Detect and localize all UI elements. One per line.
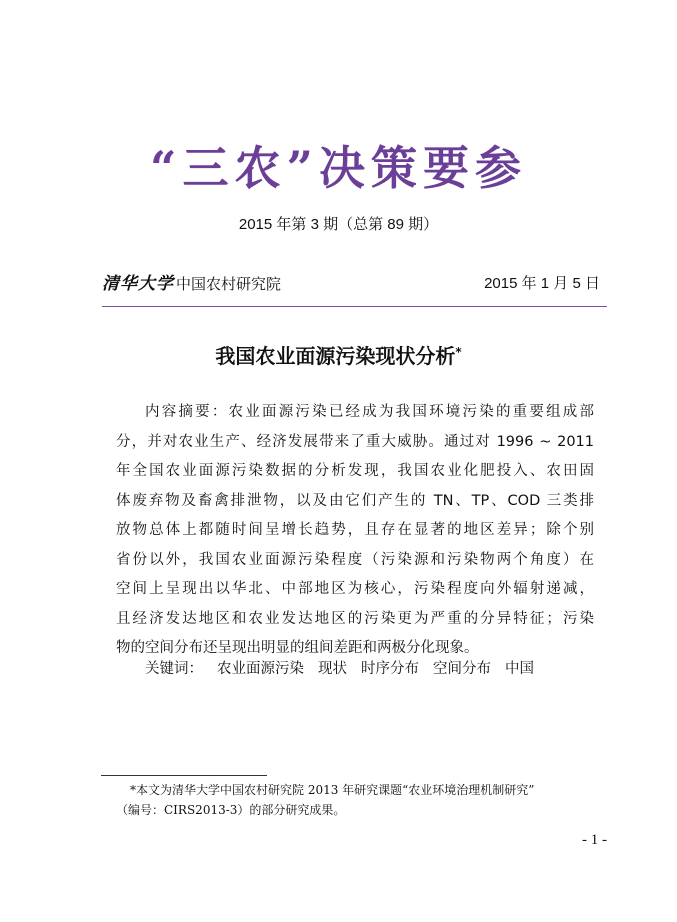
- abstract-line: 体废弃物及畜禽排泄物，以及由它们产生的 TN、TP、COD 三类排: [116, 492, 594, 509]
- keyword: 现状: [318, 661, 347, 677]
- footnote-line-2: （编号：CIRS2013-3）的部分研究成果。: [116, 803, 346, 817]
- keyword: 时序分布: [361, 661, 419, 677]
- abstract-line: 年全国农业面源污染数据的分析发现，我国农业化肥投入、农田固: [116, 463, 594, 479]
- tsinghua-logo: 清华大学: [102, 274, 174, 294]
- abstract-line: 省份以外，我国农业面源污染程度（污染源和污染物两个角度）在: [116, 551, 594, 568]
- masthead: “三农”决策要参: [150, 141, 527, 195]
- keyword: 中国: [505, 661, 534, 677]
- article-title: [0, 340, 677, 372]
- header-rule: [102, 306, 607, 307]
- org-row: [102, 272, 600, 296]
- footnote: [116, 780, 606, 820]
- title-text: 我国农业面源污染现状分析: [215, 344, 456, 368]
- abstract-line: 且经济发达地区和农业发达地区的污染更为严重的分异特征；污染: [116, 610, 594, 627]
- title-footnote-marker: *: [455, 345, 462, 359]
- abstract-line: 空间上呈现出以华北、中部地区为核心，污染程度向外辐射递减，: [116, 581, 594, 597]
- footnote-line-1: *本文为清华大学中国农村研究院 2013 年研究课题“农业环境治理机制研究”: [130, 783, 535, 797]
- keyword: 农业面源污染: [217, 661, 304, 677]
- abstract-line: 放物总体上都随时间呈增长趋势，且存在显著的地区差异；除个别: [116, 522, 594, 538]
- issue-number: 2015 年第 3 期（总第 89 期）: [238, 216, 439, 233]
- publication-date: 2015 年 1 月 5 日: [484, 275, 600, 292]
- abstract-line: 物的空间分布还呈现出明显的组间差距和两极分化现象。: [116, 640, 479, 656]
- footnote-rule: [101, 775, 267, 776]
- institute-name: 中国农村研究院: [176, 275, 282, 293]
- abstract-line: 分，并对农业生产、经济发展带来了重大威胁。通过对 1996 ~ 2011: [116, 433, 594, 450]
- page-number: - 1 -: [582, 832, 607, 848]
- abstract-line: 内容摘要：农业面源污染已经成为我国环境污染的重要组成部: [145, 404, 594, 420]
- keywords-label: 关键词：: [145, 661, 203, 677]
- keywords: [145, 655, 534, 684]
- abstract: [116, 398, 594, 664]
- keyword: 空间分布: [433, 661, 491, 677]
